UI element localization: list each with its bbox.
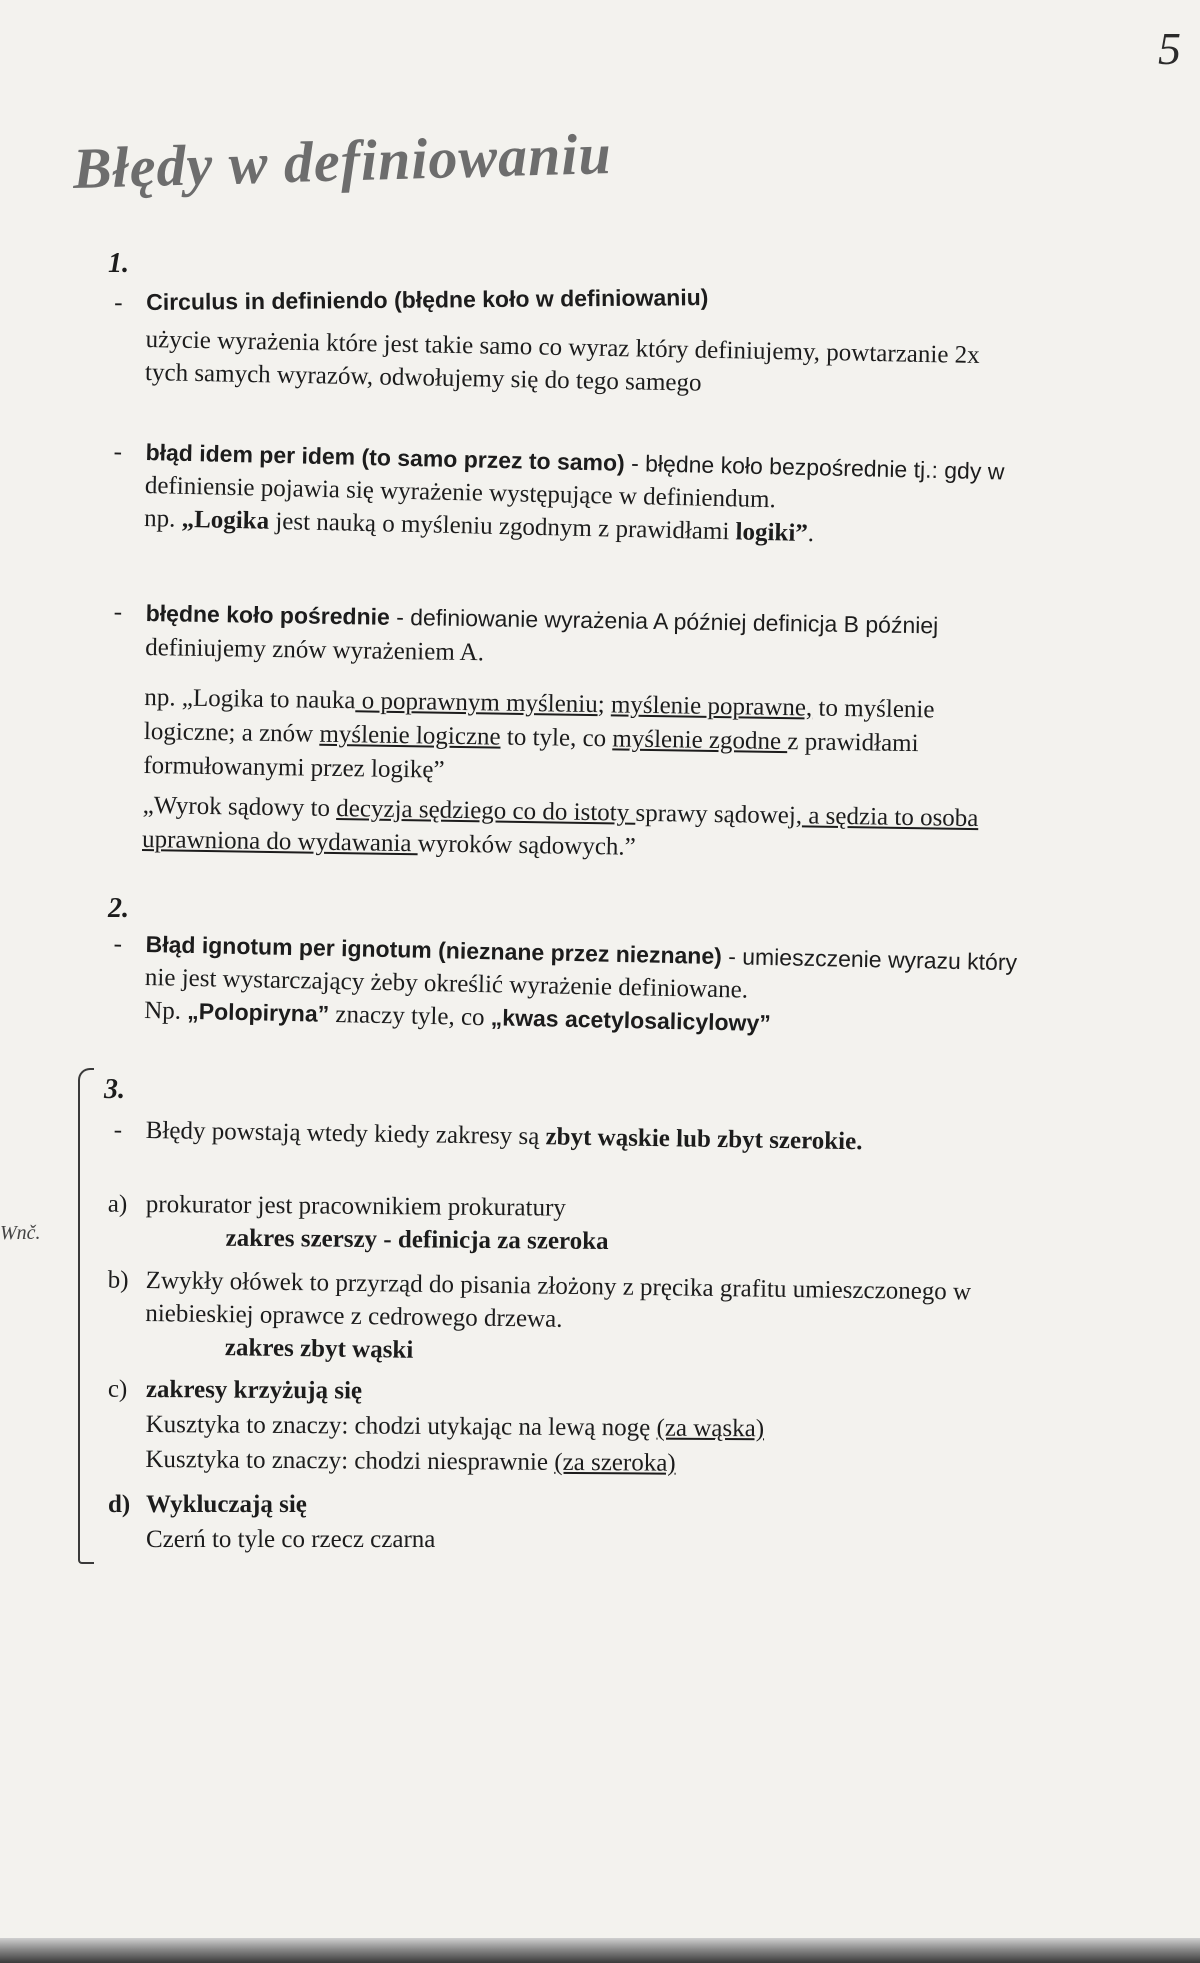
section-2-number: 2. xyxy=(108,893,129,924)
item-idem-per-idem xyxy=(113,436,1186,559)
item-heading: Błąd ignotum per ignotum (nieznane przez nieznane) xyxy=(145,930,723,970)
scan-edge xyxy=(0,1938,1200,1963)
list-label: b) xyxy=(107,1266,129,1294)
page-title: Błędy w definiowaniu xyxy=(72,120,613,201)
list-heading: Wykluczają się xyxy=(146,1491,307,1518)
example-text: jest nauką o myśleniu zgodnym z prawidłami xyxy=(268,507,736,546)
example-underlined: o poprawnym myśleniu xyxy=(355,687,598,719)
item-bledne-kolo-posrednie xyxy=(113,596,1186,873)
example-text: Kusztyka to znaczy: chodzi niesprawnie xyxy=(145,1445,555,1476)
example-underlined: (za wąska) xyxy=(656,1414,765,1443)
margin-bracket xyxy=(78,1068,94,1564)
body-line: tych samych wyrazów, odwołujemy się do tego samego xyxy=(144,358,702,397)
example-text: . xyxy=(807,520,815,548)
dash-marker: - xyxy=(113,930,123,958)
example-prefix: np. xyxy=(143,504,182,533)
list-item-b xyxy=(107,1264,1186,1378)
example-text: Kusztyka to znaczy: chodzi utykając na lewą nogę xyxy=(145,1410,657,1442)
list-label: d) xyxy=(108,1491,131,1518)
intro-bold: zbyt wąskie lub zbyt szerokie. xyxy=(545,1123,863,1156)
dash-marker: - xyxy=(113,598,123,626)
item-heading: błąd idem per idem (to samo przez to samo) xyxy=(145,438,626,476)
example-text: logiczne; a znów xyxy=(143,717,320,748)
example-text: formułowanymi przez logikę” xyxy=(143,751,445,784)
list-item-c xyxy=(107,1372,1186,1484)
example-underlined: myślenie poprawne, xyxy=(610,691,813,722)
page-number: 5 xyxy=(1158,23,1181,74)
list-note: zakres szerszy - definicja za szeroka xyxy=(225,1224,609,1256)
example-text: sprawy sądowej, xyxy=(635,799,803,830)
list-text: niebieskiej oprawce z cedrowego drzewa. xyxy=(145,1299,563,1333)
example-underlined: myślenie zgodne xyxy=(612,725,788,756)
list-label: c) xyxy=(107,1375,128,1403)
item-circulus-body xyxy=(145,323,1186,409)
item-ignotum-per-ignotum xyxy=(113,928,1186,1049)
example-bold: „kwas acetylosalicylowy” xyxy=(490,1004,772,1037)
list-text: Zwykły ołówek to przyrząd do pisania złożony z pręcika grafitu umieszczonego w xyxy=(145,1266,972,1306)
margin-note: Wnč. xyxy=(0,1222,41,1244)
item-heading-rest: - definiowanie wyrażenia A później definicja B później xyxy=(389,603,939,639)
item-heading: Circulus in definiendo (błędne koło w definiowaniu) xyxy=(146,284,709,315)
example-text: Np. xyxy=(143,996,188,1025)
list-item-a xyxy=(107,1188,1186,1263)
example-text: „Wyrok sądowy to xyxy=(142,791,337,823)
example-text: znaczy tyle, co xyxy=(328,1000,492,1032)
list-note: zakres zbyt wąski xyxy=(224,1334,414,1364)
list-text: prokurator jest pracownikiem prokuratury xyxy=(145,1190,566,1222)
example-text: np. „Logika to nauka xyxy=(144,683,356,715)
intro-text: Błędy powstają wtedy kiedy zakresy są xyxy=(145,1116,546,1151)
example-text: z prawidłami xyxy=(787,728,919,758)
list-item-d xyxy=(108,1487,1186,1557)
section-3-number: 3. xyxy=(104,1074,125,1105)
dash-marker: - xyxy=(113,438,123,466)
section-1-number: 1. xyxy=(108,248,129,279)
list-label: a) xyxy=(107,1190,128,1218)
body-line: nie jest wystarczający żeby określić wyrażenie definiowane. xyxy=(144,963,749,1004)
section-3-intro xyxy=(113,1114,1185,1163)
example-bold: „Logika xyxy=(181,505,270,535)
list-heading: zakresy krzyżują się xyxy=(145,1375,363,1405)
item-heading-rest: - umieszczenie wyrazu który xyxy=(721,943,1018,976)
item-heading-rest: - błędne koło bezpośrednie tj.: gdy w xyxy=(624,449,1005,485)
example-underlined: uprawniona do wydawania xyxy=(141,825,418,858)
body-line: definiensie pojawia się wyrażenie występujące w definiendum. xyxy=(144,471,777,514)
item-circulus xyxy=(114,277,1186,319)
example-bold: logiki” xyxy=(735,518,809,548)
dash-marker: - xyxy=(113,1116,123,1144)
example-bold: „Polopiryna” xyxy=(187,997,330,1027)
example-underlined: myślenie logiczne xyxy=(319,720,501,751)
list-text: Czerń to tyle co rzecz czarna xyxy=(146,1526,436,1553)
example-underlined: (za szeroka) xyxy=(554,1448,676,1477)
example-underlined: a sędzia to osoba xyxy=(801,802,979,833)
body-line: definiujemy znów wyrażeniem A. xyxy=(144,633,485,667)
dash-marker: - xyxy=(114,289,123,317)
item-heading: błędne koło pośrednie xyxy=(145,599,391,630)
example-text: ; xyxy=(597,691,612,719)
example-text: to tyle, co xyxy=(500,723,613,753)
body-line: użycie wyrażenia które jest takie samo co wyraz który definiujemy, powtarzanie 2x xyxy=(145,325,980,370)
example-text: to myślenie xyxy=(812,694,935,724)
example-text: wyroków sądowych.” xyxy=(417,830,636,861)
example-underlined: decyzja sędziego co do istoty xyxy=(336,795,636,827)
